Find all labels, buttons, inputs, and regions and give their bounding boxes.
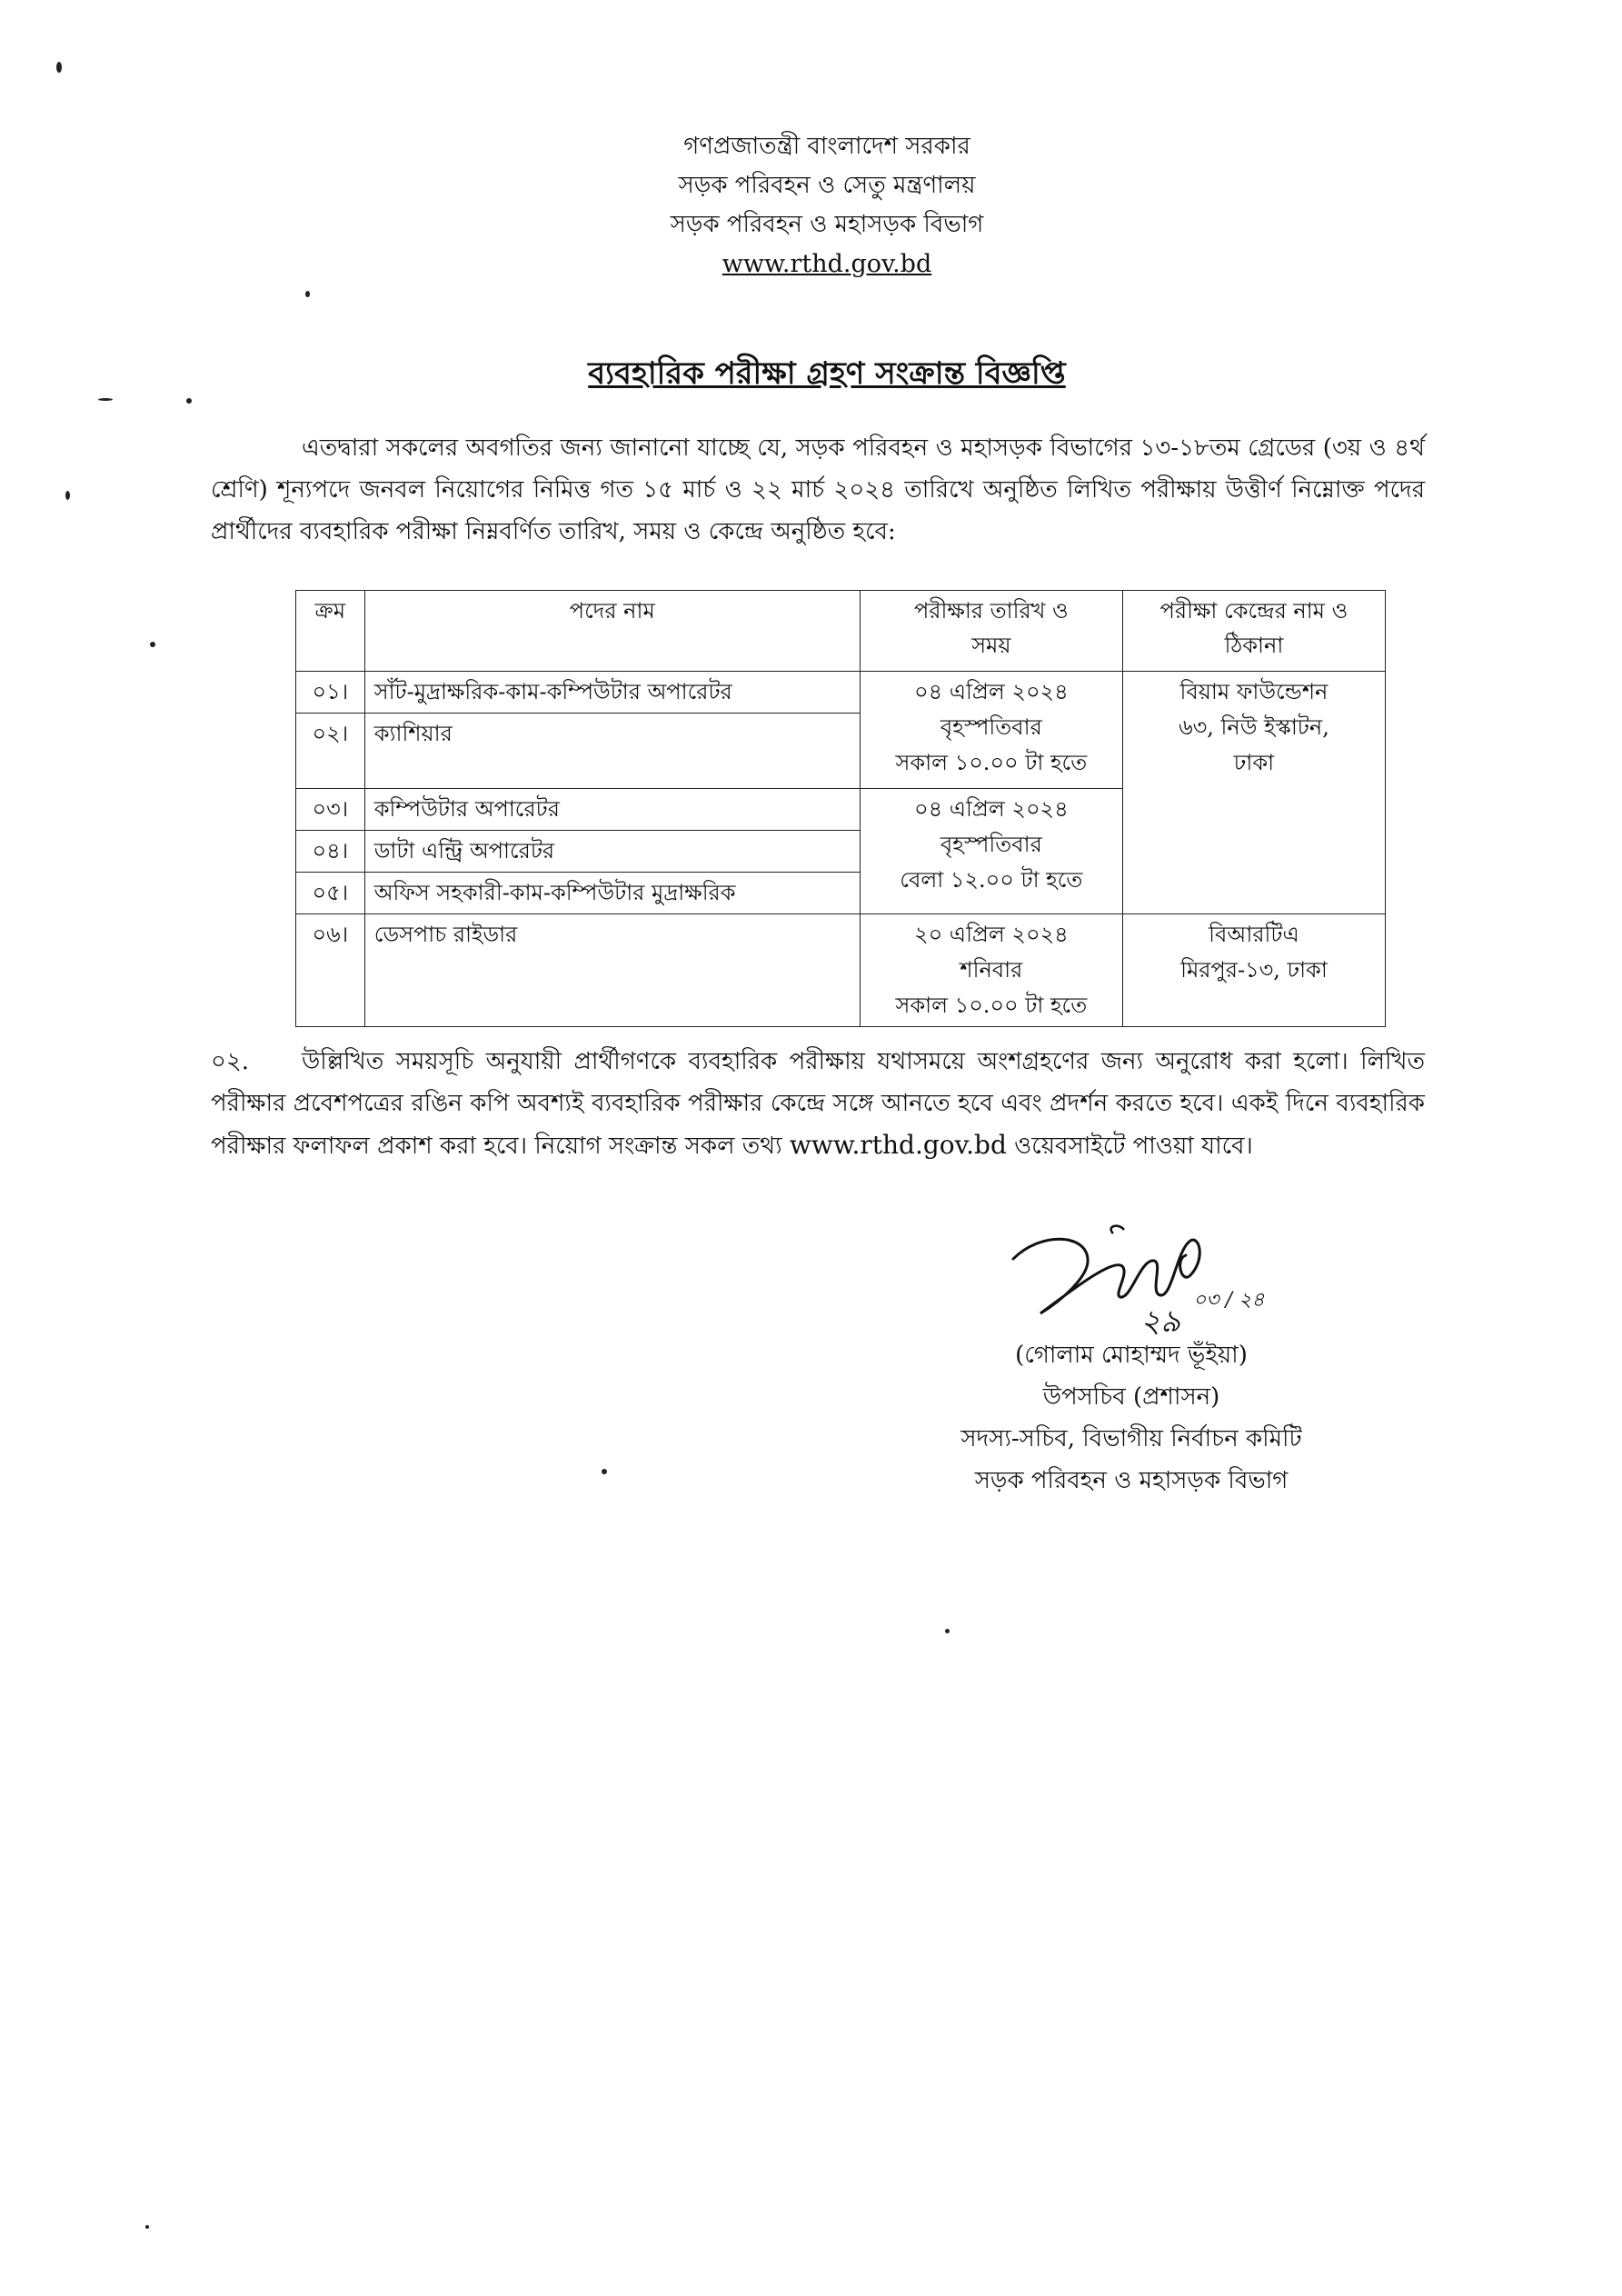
schedule-cell [860,914,1122,1027]
ministry-name: সড়ক পরিবহন ও সেতু মন্ত্রণালয় [678,172,976,199]
header-serial: ক্রম [296,591,365,672]
schedule-day: শনিবার [960,957,1023,983]
scan-speck [56,62,62,73]
scan-speck [602,1469,607,1474]
header-post: পদের নাম [364,591,860,672]
center-name: বিয়াম ফাউন্ডেশন [1179,679,1328,704]
schedule-time: বেলা ১২.০০ টা হতে [900,867,1083,893]
instruction-paragraph [211,1041,1425,1167]
govt-name: গণপ্রজাতন্ত্রী বাংলাদেশ সরকার [683,133,970,160]
header-center-line2: ঠিকানা [1224,633,1284,658]
scan-speck [186,398,192,404]
header-center [1122,591,1385,672]
table-header-row [296,591,1386,672]
table-row [296,914,1386,1027]
schedule-time: সকাল ১০.০০ টা হতে [895,993,1088,1018]
row-post: সাঁট-মুদ্রাক্ষরিক-কাম-কম্পিউটার অপারেটর [364,672,860,714]
header-center-line1: পরীক্ষা কেন্দ্রের নাম ও [1159,598,1348,624]
header-website-link[interactable]: www.rthd.gov.bd [721,250,932,278]
letterhead [509,127,1145,284]
row-post: ক্যাশিয়ার [364,714,860,789]
scan-speck [150,642,155,647]
scan-speck [945,1629,950,1633]
signatory-name: (গোলাম মোহাম্মদ ভূঁইয়া) [1015,1342,1248,1369]
schedule-day: বৃহস্পতিবার [940,714,1042,740]
schedule-day: বৃহস্পতিবার [940,832,1042,857]
signatory-office: সড়ক পরিবহন ও মহাসড়ক বিভাগ [974,1467,1289,1494]
scan-speck [145,2225,149,2229]
signatory-designation: উপসচিব (প্রশাসন) [1042,1383,1220,1411]
exam-schedule-table [295,590,1386,1027]
header-date [860,591,1122,672]
row-post: ডেসপাচ রাইডার [364,914,860,1027]
row-serial: ০২। [296,714,365,789]
center-cell [1122,914,1385,1027]
scan-speck [305,291,310,297]
schedule-cell [860,789,1122,914]
paragraph-number: ০২. [211,1048,250,1075]
table-row [296,789,1386,831]
schedule-date: ২০ এপ্রিল ২০২৪ [913,922,1069,947]
schedule-cell [860,672,1122,789]
header-date-line2: সময় [971,633,1011,658]
center-city: ঢাকা [1233,750,1275,775]
header-date-line1: পরীক্ষার তারিখ ও [914,598,1069,624]
center-address: মিরপুর-১৩, ঢাকা [1180,957,1328,983]
row-serial: ০৫। [296,873,365,914]
intro-paragraph: এতদ্বারা সকলের অবগতির জন্য জানানো যাচ্ছে যে, সড়ক পরিবহন ও মহাসড়ক বিভাগের ১৩-১৮তম গ্রেডের (৩য় ও ৪র্থ শ্রেণি) শূন্যপদে জনবল নিয়োগের নিমিত্ত গত ১৫ মার্চ ও ২২ মার্চ ২০২৪ তারিখে অনুষ্ঠিত লিখিত পরীক্ষায় উত্তীর্ণ নিম্নোক্ত পদের প্রার্থীদের ব্যবহারিক পরীক্ষা নিম্নবর্ণিত তারিখ, সময় ও কেন্দ্রে অনুষ্ঠিত হবে: [211,434,1425,545]
row-post: অফিস সহকারী-কাম-কম্পিউটার মুদ্রাক্ষরিক [364,873,860,914]
row-serial: ০৪। [296,831,365,873]
signatory-role: সদস্য-সচিব, বিভাগীয় নির্বাচন কমিটি [960,1425,1302,1452]
instruction-text: উল্লিখিত সময়সূচি অনুযায়ী প্রার্থীগণকে ব্যবহারিক পরীক্ষায় যথাসময়ে অংশগ্রহণের জন্য অনুরোধ করা হলো। লিখিত পরীক্ষার প্রবেশপত্রের রঙিন কপি অবশ্যই ব্যবহারিক পরীক্ষার কেন্দ্রে সঙ্গে আনতে হবে এবং প্রদর্শন করতে হবে। একই দিনে ব্যবহারিক পরীক্ষার ফলাফল প্রকাশ করা হবে। নিয়োগ সংক্রান্ত সকল তথ্য [211,1048,1425,1160]
row-post: কম্পিউটার অপারেটর [364,789,860,831]
row-serial: ০৬। [296,914,365,1027]
scan-speck [65,491,70,500]
schedule-date: ০৪ এপ্রিল ২০২৪ [913,796,1069,822]
row-serial: ০১। [296,672,365,714]
center-address: ৬৩, নিউ ইস্কাটন, [1179,714,1329,740]
notice-title: ব্যবহারিক পরীক্ষা গ্রহণ সংক্রান্ত বিজ্ঞপ্তি [588,355,1066,392]
instruction-tail: ওয়েবসাইটে পাওয়া যাবে। [1014,1133,1253,1160]
signature-block [872,1334,1390,1502]
signature-month-year: ০৩ / ২৪ [1193,1289,1265,1312]
schedule-date: ০৪ এপ্রিল ২০২৪ [913,679,1069,704]
schedule-time: সকাল ১০.০০ টা হতে [895,750,1088,775]
center-cell-continued [1122,789,1385,914]
signature-day: ২৯ [1140,1303,1181,1340]
table-row [296,672,1386,714]
scan-speck [98,398,113,401]
row-serial: ০৩। [296,789,365,831]
division-name: সড়ক পরিবহন ও মহাসড়ক বিভাগ [670,211,984,238]
center-cell [1122,672,1385,789]
center-name: বিআরটিএ [1209,922,1299,947]
body-website-link[interactable]: www.rthd.gov.bd [789,1130,1007,1160]
handwritten-signature [1004,1223,1295,1350]
row-post: ডাটা এন্ট্রি অপারেটর [364,831,860,873]
